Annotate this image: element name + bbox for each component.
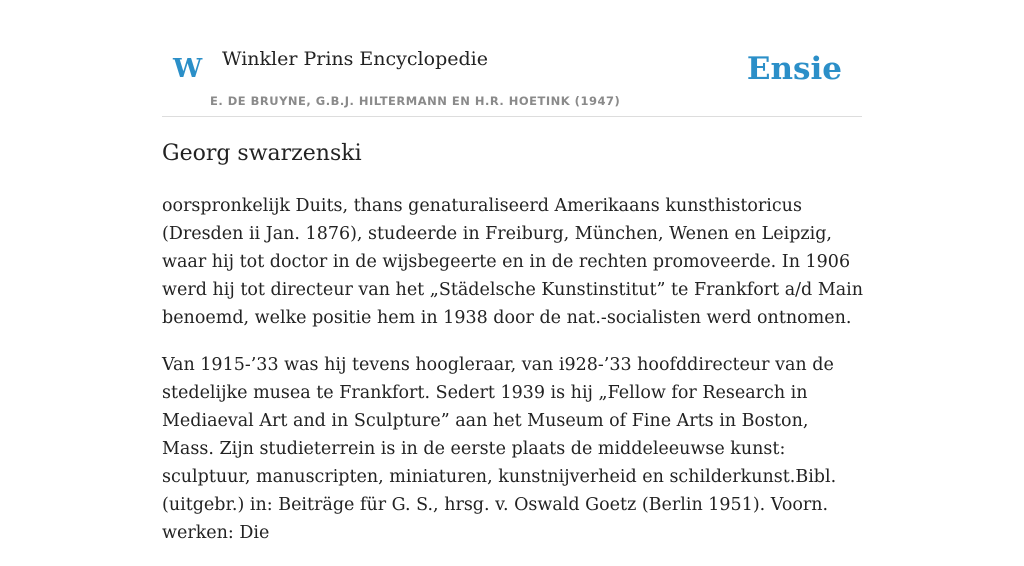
article-paragraph: oorspronkelijk Duits, thans genaturaliseerd Amerikaans kunsthistoricus (Dresden ii Jan. 1876), studeerde in Freiburg, München, Wenen en Leipzig, waar hij tot doctor in de wijsbegeerte en in de rechten promoveerde. In 1906 werd hij tot directeur van het „Städelsche Kunstinstitut” te Frankfort a/d Main benoemd, welke positie hem in 1938 door de nat.-socialisten werd ontnomen.: [162, 196, 864, 328]
source-logo[interactable]: W: [173, 54, 203, 84]
source-authors: E. DE BRUYNE, G.B.J. HILTERMANN EN H.R. HOETINK (1947): [210, 94, 621, 108]
source-title[interactable]: Winkler Prins Encyclopedie: [222, 48, 488, 70]
article-title: Georg swarzenski: [162, 141, 362, 166]
source-header: [162, 0, 862, 117]
brand-logo[interactable]: Ensie: [746, 51, 842, 87]
article-body: [162, 192, 864, 566]
article-paragraph: Van 1915-’33 was hij tevens hoogleraar, van i928-’33 hoofddirecteur van de stedelijke musea te Frankfort. Sedert 1939 is hij „Fellow for Research in Mediaeval Art and in Sculpture” aan het Museum of Fine Arts in Boston, Mass. Zijn studieterrein is in de eerste plaats de middeleeuwse kunst: sculptuur, manuscripten, miniaturen, kunstnijverheid en schilderkunst.Bibl. (uitgebr.) in: Beiträge für G. S., hrsg. v. Oswald Goetz (Berlin 1951). Voorn. werken: Die: [162, 355, 837, 543]
